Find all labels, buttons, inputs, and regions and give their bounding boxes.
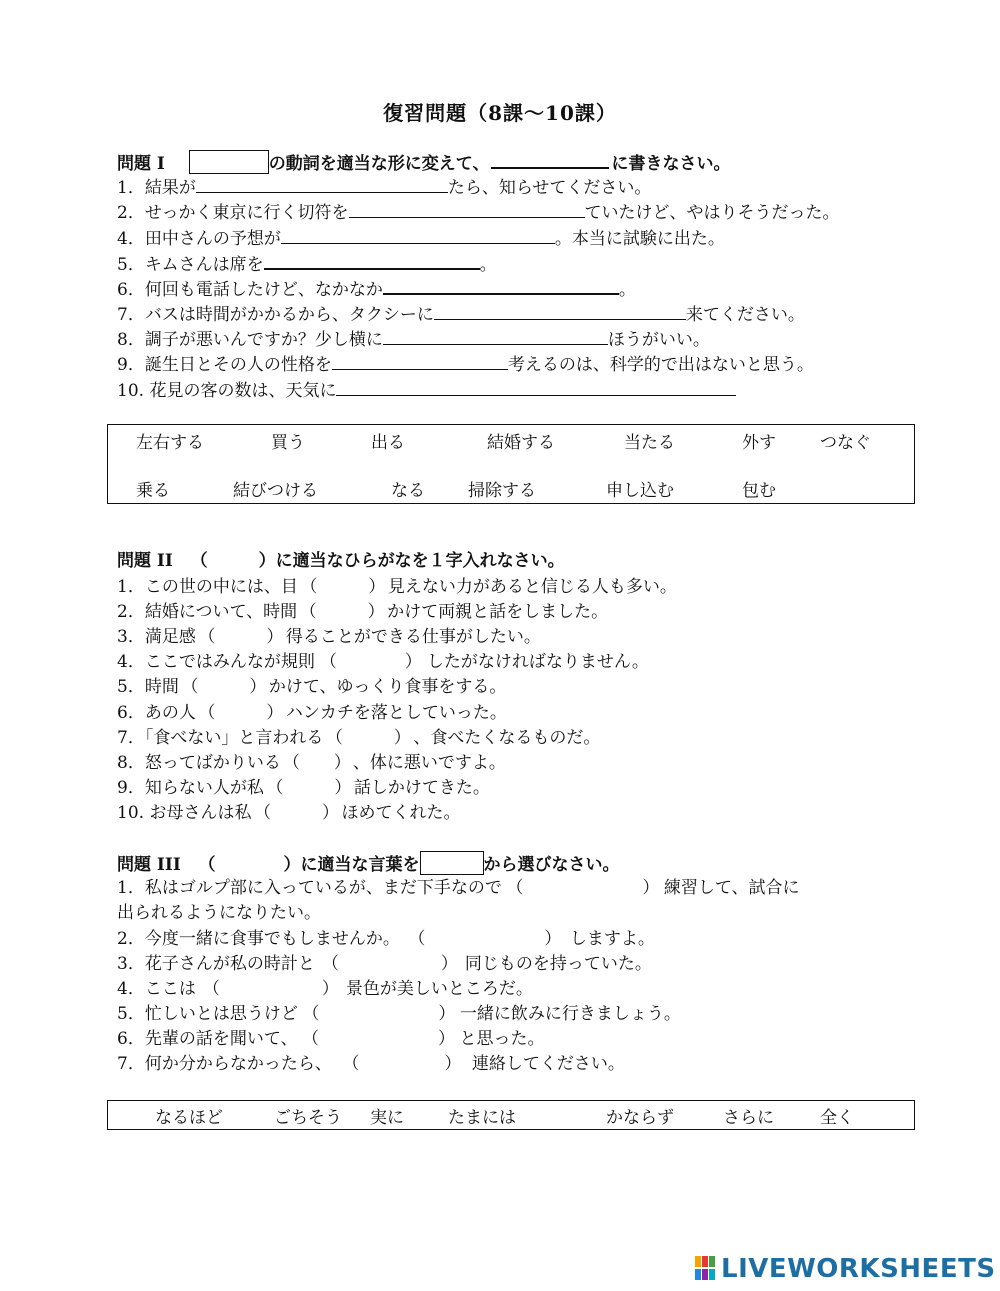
- answer-blank[interactable]: [332, 353, 508, 370]
- item-text: 得ることができる仕事がしたい。: [285, 627, 541, 647]
- item-text: 出られるようになりたい。: [117, 903, 321, 923]
- answer-paren[interactable]: （ ）: [253, 803, 339, 823]
- item-number: 2．: [117, 602, 145, 622]
- item-text: 話しかけてきた。: [353, 778, 490, 798]
- item-number: 1．: [117, 577, 145, 597]
- item-text: 満足感: [144, 627, 196, 647]
- item-text: 調子が悪いんですか？少し横に: [144, 330, 383, 350]
- answer-blank[interactable]: [264, 252, 480, 270]
- item-text: ここは: [144, 979, 196, 999]
- section2-heading: [117, 550, 565, 572]
- section3-heading-label: 問題 III: [117, 855, 181, 875]
- item-number: 3．: [117, 627, 145, 647]
- item-text: この世の中には、目: [144, 577, 298, 597]
- s2-item-9: [117, 777, 490, 799]
- word-choice: 申し込む: [606, 481, 674, 501]
- section3-heading-text: から選びなさい。: [483, 855, 620, 875]
- item-text: 先輩の話を聞いて、: [144, 1029, 298, 1049]
- answer-paren[interactable]: （ ）: [181, 677, 267, 697]
- item-text: したがなければなりません。: [426, 652, 649, 672]
- item-text: お母さんは私: [149, 803, 252, 823]
- item-text: 時間: [144, 677, 179, 697]
- liveworksheets-logo-text: LIVEWORKSHEETS: [721, 1254, 996, 1284]
- answer-paren[interactable]: （ ）: [302, 1029, 455, 1049]
- word-choice: 掃除する: [468, 481, 536, 501]
- s1-item-8: [117, 328, 710, 351]
- answer-paren[interactable]: （ ）: [266, 778, 352, 798]
- item-text: たら、知らせてください。: [447, 178, 652, 198]
- word-choice: かならず: [606, 1108, 674, 1128]
- item-text: 、食べたくなるものだ。: [413, 728, 601, 748]
- item-number: 6．: [117, 1029, 145, 1049]
- item-text: 田中さんの予想が: [144, 229, 281, 249]
- answer-paren[interactable]: （ ）: [408, 929, 562, 949]
- s1-item-1: [117, 176, 651, 199]
- s2-item-2: [117, 601, 608, 623]
- answer-blank[interactable]: [349, 201, 585, 218]
- item-number: 8．: [117, 753, 145, 773]
- word-choice: 乗る: [136, 481, 170, 501]
- item-text: かけて、ゆっくり食事をする。: [268, 677, 507, 697]
- item-text: 練習して、試合に: [663, 878, 800, 898]
- s3-item-7: [117, 1053, 625, 1075]
- item-number: 5．: [117, 1004, 145, 1024]
- item-number: 1．: [117, 878, 145, 898]
- s3-item-5: [117, 1003, 681, 1025]
- s2-item-6: [117, 702, 507, 724]
- s2-item-3: [117, 626, 541, 648]
- s3-item-2: [117, 928, 655, 950]
- section3-heading-paren: （ ）: [198, 855, 301, 875]
- s3-item-6: [117, 1028, 545, 1050]
- item-text: あの人: [144, 703, 196, 723]
- item-text: 一緒に飲みに行きましょう。: [459, 1004, 681, 1024]
- word-choice: 左右する: [136, 433, 204, 453]
- s1-item-6: [117, 277, 636, 301]
- item-text: 、体に悪いですよ。: [352, 753, 506, 773]
- item-number: 8．: [117, 330, 145, 350]
- s3-item-4: [117, 978, 533, 1000]
- s2-item-8: [117, 752, 506, 774]
- answer-paren[interactable]: （ ）: [325, 728, 411, 748]
- item-number: 6．: [117, 280, 145, 300]
- item-text: 知らない人が私: [144, 778, 264, 798]
- s3-item-1: [117, 877, 800, 899]
- item-text: ていたけど、やはりそうだった。: [584, 203, 840, 223]
- item-text: 考えるのは、科学的で出はないと思う。: [507, 355, 814, 375]
- item-text: せっかく東京に行く切符を: [144, 203, 349, 223]
- item-number: 3．: [117, 954, 145, 974]
- item-text: 怒ってばかりいる: [144, 753, 281, 773]
- word-choice: 包む: [742, 481, 776, 501]
- word-choice: 全く: [820, 1108, 854, 1128]
- item-number: 7．: [117, 1054, 145, 1074]
- item-text: 私はゴルプ部に入っているが、まだ下手なので: [144, 878, 502, 898]
- word-choice: 外す: [742, 433, 776, 453]
- word-choice: 結婚する: [487, 433, 555, 453]
- word-choice: 買う: [271, 433, 305, 453]
- answer-blank[interactable]: [383, 277, 619, 295]
- section1-heading-post: に書きなさい。: [611, 154, 731, 174]
- section2-heading-label: 問題 II: [117, 551, 173, 571]
- answer-paren[interactable]: （ ）: [299, 602, 385, 622]
- item-text: ほめてくれた。: [341, 803, 461, 823]
- word-choice: なるほど: [155, 1108, 223, 1128]
- item-number: 7．: [117, 728, 145, 748]
- item-text: と思った。: [459, 1029, 545, 1049]
- item-text: 来てください。: [685, 305, 805, 325]
- section3-heading-text: に適当な言葉を: [300, 855, 420, 875]
- item-text: ハンカチを落としていった。: [285, 703, 507, 723]
- item-text: バスは時間がかかるから、タクシーに: [144, 305, 434, 325]
- liveworksheets-logo-icon: [695, 1256, 717, 1282]
- item-text: ここではみんなが規則: [144, 652, 315, 672]
- item-text: キムさんは席を: [144, 255, 264, 275]
- answer-blank[interactable]: [281, 227, 555, 244]
- item-text: かけて両親と話をしました。: [387, 602, 609, 622]
- answer-blank[interactable]: [196, 176, 448, 193]
- item-number: 4．: [117, 979, 145, 999]
- s1-item-9: [117, 353, 814, 376]
- s2-item-5: [117, 676, 506, 698]
- answer-blank[interactable]: [434, 303, 686, 320]
- item-number: 7．: [117, 305, 145, 325]
- section2-heading-paren: （ ）: [190, 551, 276, 571]
- answer-paren[interactable]: （ ）: [506, 878, 660, 898]
- answer-paren[interactable]: （ ）: [300, 577, 386, 597]
- s1-item-4: [117, 227, 725, 250]
- section1-heading: [117, 150, 730, 175]
- word-choice: 当たる: [624, 433, 675, 453]
- item-text: 何か分からなかったら、: [144, 1054, 332, 1074]
- item-text: 結婚について、時間: [144, 602, 298, 622]
- answer-paren[interactable]: （ ）: [342, 1054, 462, 1074]
- item-text: 連絡してください。: [471, 1054, 625, 1074]
- section1-heading-label: 問題 I: [117, 154, 165, 174]
- item-text: 。本当に試験に出た。: [554, 229, 725, 249]
- item-number: 10.: [117, 803, 145, 823]
- item-number: 4．: [117, 652, 145, 672]
- answer-paren[interactable]: （ ）: [321, 954, 458, 974]
- section1-heading-mid: の動詞を適当な形に変えて、: [268, 154, 490, 174]
- s2-item-4: [117, 651, 649, 673]
- s2-item-10: [117, 802, 460, 824]
- item-text: 今度一緒に食事でもしませんか。: [144, 929, 400, 949]
- word-choice: たまには: [448, 1108, 516, 1128]
- item-text: 「食べない」と言われる: [144, 728, 324, 748]
- item-text: 見えない力があると信じる人も多い。: [387, 577, 677, 597]
- word-choice: 結びつける: [233, 481, 318, 501]
- s3-item-1-cont: [117, 902, 321, 924]
- item-number: 4．: [117, 229, 145, 249]
- section3-heading: [117, 851, 620, 876]
- section3-heading-box: [420, 851, 484, 875]
- answer-paren[interactable]: （ ）: [198, 703, 284, 723]
- item-text: 何回も電話したけど、なかなか: [144, 280, 383, 300]
- s1-item-10: [117, 379, 736, 402]
- item-number: 10.: [117, 381, 145, 401]
- item-text: 結果が: [144, 178, 196, 198]
- item-text: 花見の客の数は、天気に: [149, 381, 337, 401]
- s1-item-7: [117, 303, 805, 326]
- answer-paren[interactable]: （ ）: [282, 753, 351, 773]
- word-choice: つなぐ: [820, 433, 871, 453]
- section1-heading-box: [189, 150, 269, 174]
- word-choice: 実に: [370, 1108, 404, 1128]
- s2-item-7: [117, 727, 600, 749]
- answer-paren[interactable]: （ ）: [302, 1004, 456, 1024]
- word-choice: なる: [391, 481, 425, 501]
- item-number: 5．: [117, 255, 145, 275]
- item-text: 景色が美しいところだ。: [345, 979, 533, 999]
- item-text: しますよ。: [569, 929, 655, 949]
- word-choice: さらに: [723, 1108, 774, 1128]
- section2-heading-text: に適当なひらがなを１字入れなさい。: [275, 551, 565, 571]
- item-number: 5．: [117, 677, 145, 697]
- s1-item-2: [117, 201, 840, 224]
- item-text: 。: [479, 255, 497, 275]
- section1-heading-blank: [491, 151, 609, 169]
- item-text: 花子さんが私の時計と: [144, 954, 315, 974]
- word-choice: ごちそう: [274, 1108, 342, 1128]
- answer-blank[interactable]: [336, 379, 736, 396]
- item-number: 6．: [117, 703, 145, 723]
- answer-paren[interactable]: （ ）: [319, 652, 422, 672]
- s3-item-3: [117, 953, 652, 975]
- answer-paren[interactable]: （ ）: [198, 627, 284, 647]
- item-text: 忙しいとは思うけど: [144, 1004, 298, 1024]
- item-number: 2．: [117, 929, 145, 949]
- item-number: 2．: [117, 203, 145, 223]
- item-text: ほうがいい。: [607, 330, 710, 350]
- answer-blank[interactable]: [383, 328, 608, 345]
- liveworksheets-logo[interactable]: [695, 1254, 996, 1284]
- item-text: 同じものを持っていた。: [464, 954, 652, 974]
- answer-paren[interactable]: （ ）: [202, 979, 339, 999]
- item-number: 1．: [117, 178, 145, 198]
- item-text: 誕生日とその人の性格を: [144, 355, 332, 375]
- s2-item-1: [117, 576, 677, 598]
- s1-item-5: [117, 252, 497, 276]
- item-number: 9．: [117, 778, 145, 798]
- item-number: 9．: [117, 355, 145, 375]
- item-text: 。: [618, 280, 636, 300]
- word-choice: 出る: [371, 433, 405, 453]
- worksheet-title: 復習問題（8課〜10課）: [383, 101, 617, 125]
